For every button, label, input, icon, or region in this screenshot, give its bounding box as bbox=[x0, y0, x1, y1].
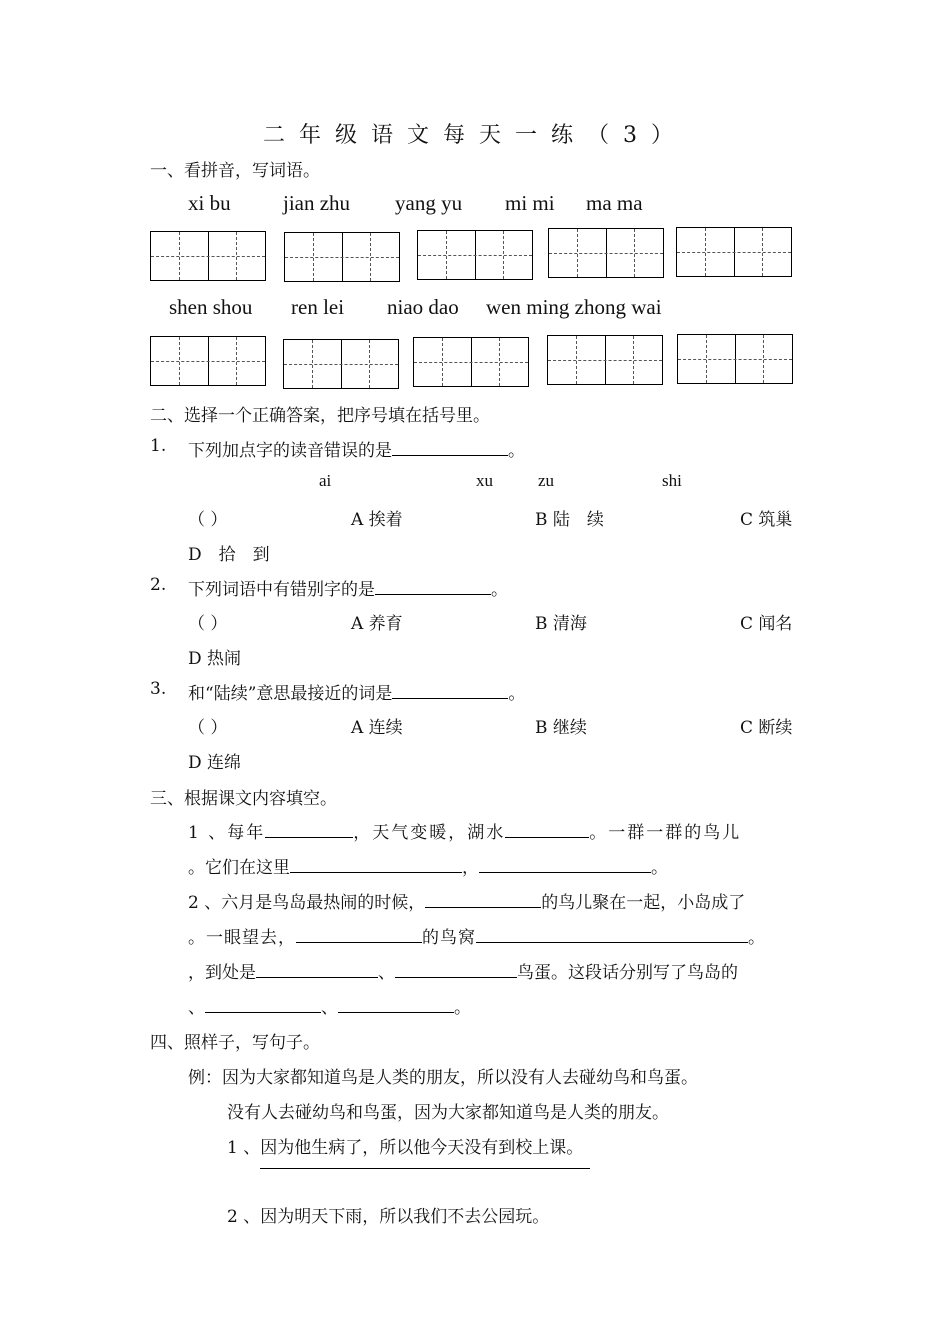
q1-number: 1. bbox=[150, 436, 167, 456]
writing-grid[interactable] bbox=[547, 335, 663, 385]
q1-option-c[interactable]: C 筑巢 bbox=[740, 510, 793, 530]
pinyin-mama: ma ma bbox=[586, 191, 643, 215]
writing-grid[interactable] bbox=[677, 334, 793, 384]
pinyin-shi: shi bbox=[662, 471, 682, 490]
pinyin-zu: zu bbox=[538, 471, 555, 490]
example-sentence-1: 例：因为大家都知道鸟是人类的朋友，所以没有人去碰幼鸟和鸟蛋。 bbox=[188, 1068, 698, 1088]
pinyin-renlei: ren lei bbox=[291, 295, 345, 319]
q2-text: 下列词语中有错别字的是 。 bbox=[188, 580, 508, 600]
fill-line-5: ，到处是 、 鸟蛋。这段话分别写了鸟岛的 bbox=[188, 963, 738, 983]
writing-grid[interactable] bbox=[417, 230, 533, 280]
answer-blank[interactable] bbox=[290, 856, 462, 873]
pinyin-wenmingzhongwai: wen ming zhong wai bbox=[486, 295, 662, 319]
writing-grid[interactable] bbox=[676, 227, 792, 277]
q1-option-d[interactable]: D 拾 到 bbox=[188, 545, 270, 565]
pinyin-xu: xu bbox=[476, 471, 493, 490]
answer-blank[interactable] bbox=[476, 926, 748, 943]
writing-grid[interactable] bbox=[284, 232, 400, 282]
pinyin-ai: ai bbox=[319, 471, 332, 490]
writing-grid[interactable] bbox=[548, 228, 664, 278]
answer-blank[interactable] bbox=[392, 439, 508, 456]
fill-line-6: 、 、 。 bbox=[188, 998, 471, 1018]
section1-heading: 一、看拼音，写词语。 bbox=[150, 161, 320, 181]
fill-line-1: 1 、每年 ，天气变暖，湖水 。一群一群的鸟儿 bbox=[188, 823, 742, 843]
answer-blank[interactable] bbox=[338, 996, 454, 1013]
section4-heading: 四、照样子，写句子。 bbox=[150, 1033, 320, 1053]
writing-grid[interactable] bbox=[413, 337, 529, 387]
answer-blank[interactable] bbox=[395, 961, 517, 978]
writing-grid[interactable] bbox=[150, 336, 266, 386]
q2-number: 2. bbox=[150, 575, 167, 595]
q2-option-d[interactable]: D 热闹 bbox=[188, 649, 242, 669]
section2-heading: 二、选择一个正确答案，把序号填在括号里。 bbox=[150, 406, 490, 426]
q3-option-a[interactable]: A 连续 bbox=[351, 718, 403, 738]
answer-blank[interactable] bbox=[392, 682, 508, 699]
q2-option-b[interactable]: B 清海 bbox=[535, 614, 587, 634]
answer-blank[interactable] bbox=[256, 961, 378, 978]
q3-text: 和“陆续”意思最接近的词是 。 bbox=[188, 684, 526, 704]
rewrite-question-1: 1 、因为他生病了，所以他今天没有到校上课。 bbox=[227, 1138, 584, 1158]
q2-option-c[interactable]: C 闻名 bbox=[740, 614, 793, 634]
fill-line-3: 2 、六月是鸟岛最热闹的时候， 的鸟儿聚在一起，小岛成了 bbox=[188, 893, 746, 913]
answer-blank[interactable] bbox=[479, 856, 651, 873]
writing-grid[interactable] bbox=[283, 339, 399, 389]
rewrite-question-2: 2 、因为明天下雨，所以我们不去公园玩。 bbox=[227, 1207, 550, 1227]
q1-answer-paren[interactable]: （ ） bbox=[188, 510, 228, 530]
q3-option-d[interactable]: D 连绵 bbox=[188, 753, 242, 773]
q1-text: 下列加点字的读音错误的是 。 bbox=[188, 441, 525, 461]
pinyin-shenshou: shen shou bbox=[169, 295, 253, 319]
q1-option-a[interactable]: A 挨着 bbox=[351, 510, 403, 530]
pinyin-jianzhu: jian zhu bbox=[283, 191, 351, 215]
q2-option-a[interactable]: A 养育 bbox=[351, 614, 403, 634]
fill-line-4: 。一眼望去， 的鸟窝 。 bbox=[188, 928, 766, 948]
q3-option-b[interactable]: B 继续 bbox=[535, 718, 587, 738]
answer-blank[interactable] bbox=[505, 821, 589, 838]
section3-heading: 三、根据课文内容填空。 bbox=[150, 789, 337, 809]
answer-blank[interactable] bbox=[205, 996, 321, 1013]
pinyin-niaodao: niao dao bbox=[387, 295, 459, 319]
q1-option-b[interactable]: B 陆 续 bbox=[535, 510, 604, 530]
fill-line-2: 。它们在这里 ， 。 bbox=[188, 858, 668, 878]
pinyin-yangyu: yang yu bbox=[395, 191, 463, 215]
example-sentence-2: 没有人去碰幼鸟和鸟蛋，因为大家都知道鸟是人类的朋友。 bbox=[227, 1103, 669, 1123]
answer-blank[interactable] bbox=[296, 926, 422, 943]
answer-line[interactable] bbox=[260, 1168, 590, 1169]
answer-blank[interactable] bbox=[375, 578, 491, 595]
answer-blank[interactable] bbox=[265, 821, 353, 838]
q3-option-c[interactable]: C 断续 bbox=[740, 718, 793, 738]
q3-answer-paren[interactable]: （ ） bbox=[188, 718, 228, 738]
answer-blank[interactable] bbox=[425, 891, 541, 908]
q3-number: 3. bbox=[150, 679, 167, 699]
pinyin-xibu: xi bu bbox=[188, 191, 231, 215]
writing-grid[interactable] bbox=[150, 231, 266, 281]
q2-answer-paren[interactable]: （ ） bbox=[188, 614, 228, 634]
page-title: 二年级语文每天一练（3） bbox=[263, 123, 687, 148]
pinyin-mimi: mi mi bbox=[505, 191, 555, 215]
